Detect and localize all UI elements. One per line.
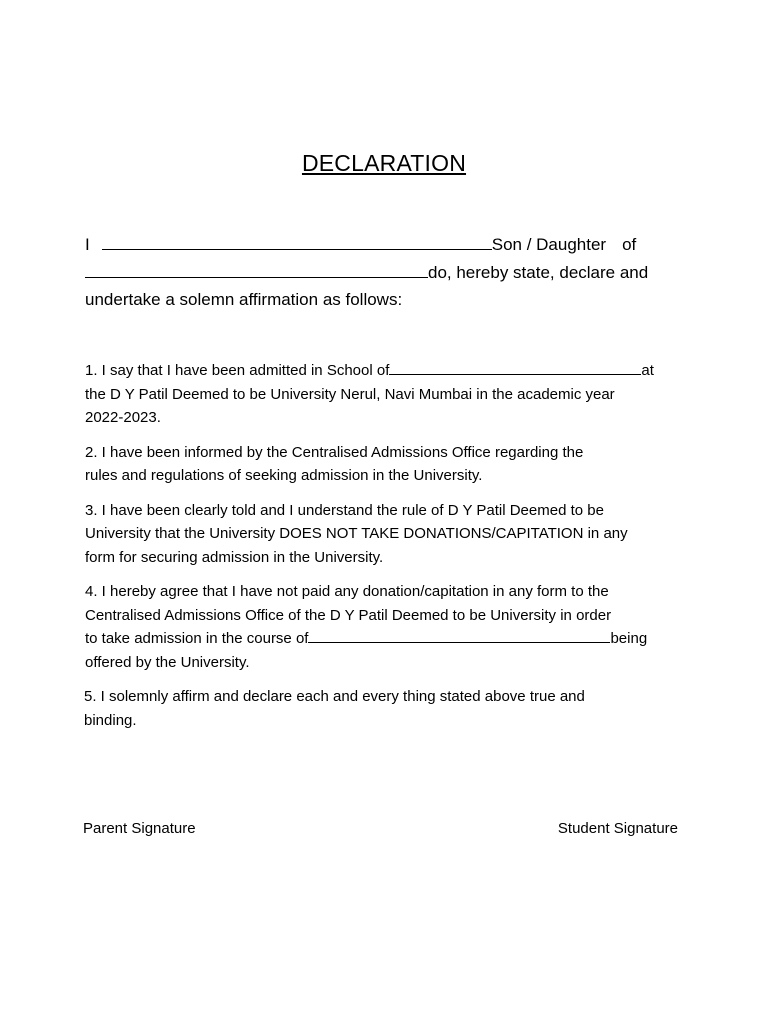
parent-signature-label: Parent Signature bbox=[83, 820, 196, 837]
intro-line-2-text: do, hereby state, declare and bbox=[428, 262, 649, 282]
declaration-item-1: 1. I say that I have been admitted in School of at the D Y Patil Deemed to be University Nerul, Navi Mumbai in the academic year 2022-2023. bbox=[85, 362, 654, 426]
declaration-item-3: 3. I have been clearly told and I understand the rule of D Y Patil Deemed to be University that the University DOES NOT TAKE DONATIONS/CAPITATION in any form for securing admission in the University. bbox=[85, 501, 628, 566]
intro-line-2 bbox=[85, 259, 685, 287]
declaration-item-5: 5. I solemnly affirm and declare each and every thing stated above true and binding. bbox=[84, 688, 585, 729]
name-blank[interactable] bbox=[102, 248, 492, 250]
document-title: DECLARATION bbox=[301, 150, 467, 176]
course-blank[interactable] bbox=[308, 641, 610, 643]
intro-i: I bbox=[85, 235, 90, 254]
parent-name-blank[interactable] bbox=[85, 276, 428, 278]
intro-line-1 bbox=[85, 231, 685, 259]
declaration-items bbox=[85, 359, 680, 743]
declaration-item-2: 2. I have been informed by the Centralised Admissions Office regarding the rules and regulations of seeking admission in the University. bbox=[85, 443, 584, 484]
declaration-item-4: 4. I hereby agree that I have not paid any donation/capitation in any form to the Centralised Admissions Office of the D Y Patil Deemed to be University in order to take admission in the course of being offered by the University. bbox=[85, 583, 648, 671]
intro-line-3: undertake a solemn affirmation as follows: bbox=[85, 290, 403, 309]
student-signature-label: Student Signature bbox=[557, 820, 678, 837]
of-label: of bbox=[622, 235, 637, 254]
intro-paragraph bbox=[85, 231, 685, 314]
school-blank[interactable] bbox=[389, 373, 641, 375]
son-daughter-label: Son / Daughter bbox=[491, 235, 607, 254]
